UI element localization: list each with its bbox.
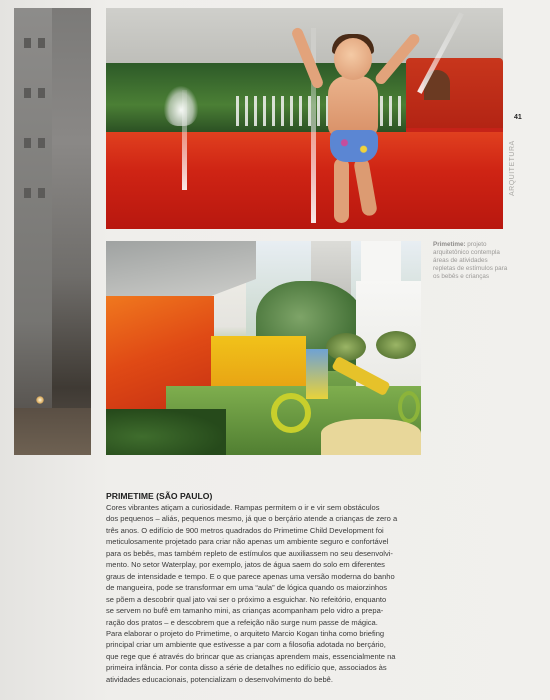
- facade-base: [14, 408, 91, 455]
- body-line: se põem a descobrir qual jato vai ser o próximo a esguichar. No refeitório, enquanto: [106, 594, 387, 604]
- facade-window: [38, 38, 45, 48]
- facade-tower: [14, 8, 52, 455]
- water-splash: [164, 86, 198, 126]
- child-head: [334, 38, 372, 80]
- body-line: dos pequenos – aliás, pequenos mesmo, já que o berçário atende a crianças de zero a: [106, 514, 398, 524]
- play-ring: [398, 391, 420, 423]
- red-floor: [106, 132, 503, 229]
- palm-tree: [376, 331, 416, 359]
- palm-tree: [326, 333, 366, 361]
- body-line: meticulosamente projetado para criar não apenas um ambiente seguro e confortável: [106, 537, 389, 547]
- body-line: se servem no bufê em tamanho mini, as crianças acompanham pelo vidro a prepa-: [106, 606, 384, 616]
- wall-lamp: [36, 396, 44, 404]
- play-tower: [306, 349, 328, 399]
- article-body: [106, 502, 424, 685]
- facade-window: [38, 188, 45, 198]
- body-line: atividades educacionais, potencializam o desenvolvimento do bebê.: [106, 674, 333, 684]
- body-line: Cores vibrantes atiçam a curiosidade. Rampas permitem o ir e vir sem obstáculos: [106, 503, 380, 512]
- body-line: primeira infância. Por conta disso a série de detalhes no edifício que, associados às: [106, 663, 387, 673]
- waterplay-photo: [106, 8, 503, 229]
- white-fence: [236, 96, 406, 126]
- child-swim-diaper: [330, 130, 378, 162]
- child-leg: [334, 158, 349, 223]
- facade-window: [38, 88, 45, 98]
- facade-window: [24, 138, 31, 148]
- body-line: de mangueira, pode se transformar em uma “aula” de lógica quando os maiorzinhos: [106, 583, 388, 593]
- body-line: Para elaborar o projeto do Primetime, o arquiteto Marcio Kogan tinha como briefing: [106, 628, 385, 638]
- yellow-wall: [211, 336, 306, 386]
- play-tunnel: [271, 393, 311, 433]
- body-line: para os bebês, mas também repleto de estímulos que auxiliassem no seu desenvolvi-: [106, 548, 393, 558]
- body-line: ração dos pratos – e descobrem que a refeição não surge num passe de mágica.: [106, 617, 378, 627]
- page-number: 41: [514, 114, 522, 121]
- facade-window: [24, 188, 31, 198]
- facade-window: [24, 38, 31, 48]
- shrubs: [106, 409, 226, 455]
- article-heading: PRIMETIME (SÃO PAULO): [106, 491, 213, 501]
- building-facade-photo: [14, 8, 91, 455]
- facade-window: [24, 88, 31, 98]
- body-line: mento. No setor Waterplay, por exemplo, jatos de água saem do solo em diferentes: [106, 560, 385, 570]
- child-body: [328, 76, 378, 138]
- body-line: graus de intensidade e tempo. E o que parece apenas uma versão moderna do banho: [106, 571, 395, 581]
- caption-name: Primetime:: [433, 241, 466, 248]
- body-line: principal criar um ambiente que estivesse a par com a filosofia adotada no berçário,: [106, 640, 386, 650]
- playground-photo: [106, 241, 421, 455]
- section-label: ARQUITETURA: [509, 140, 516, 196]
- caption-text: projeto arquitetônico contempla áreas de atividades repletas de estímulos para os bebês e crianças: [433, 241, 508, 280]
- sandpit: [321, 419, 421, 455]
- facade-window: [38, 138, 45, 148]
- photo-caption: [433, 241, 508, 281]
- body-line: que rege que é através do brincar que as crianças aprendem mais, essencialmente na: [106, 651, 396, 661]
- body-line: três anos. O edifício de 900 metros quadrados do Primetime Child Development foi: [106, 525, 384, 535]
